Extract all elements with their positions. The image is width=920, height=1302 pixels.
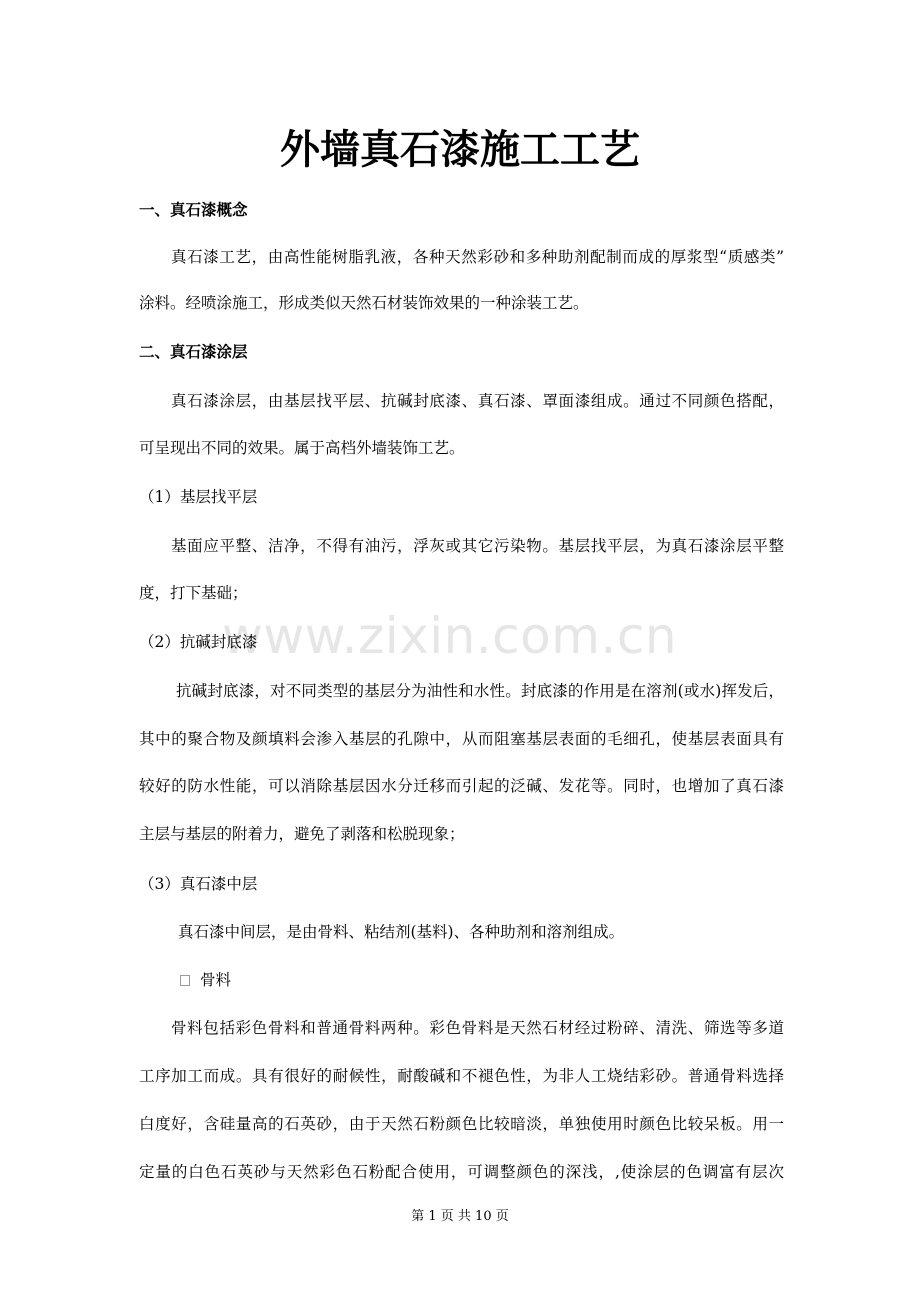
- paragraph-line: 基面应平整、洁净，不得有油污，浮灰或其它污染物。基层找平层，为真石漆涂层平整: [171, 537, 784, 555]
- page-title: 外墙真石漆施工工艺: [280, 126, 640, 173]
- paragraph-line: 骨料包括彩色骨料和普通骨料两种。彩色骨料是天然石材经过粉碎、清洗、筛选等多道: [171, 1019, 784, 1037]
- subsection-heading-2: （2）抗碱封底漆: [139, 633, 258, 651]
- section-heading-2: 二、真石漆涂层: [139, 342, 248, 361]
- paragraph-line: 主层与基层的附着力，避免了剥落和松脱现象；: [139, 825, 465, 843]
- paragraph-line: 真石漆中间层，是由骨料、粘结剂(基料)、各种助剂和溶剂组成。: [178, 923, 625, 941]
- paragraph-line: 其中的聚合物及颜填料会渗入基层的孔隙中，从而阻塞基层表面的毛细孔，使基层表面具有: [139, 730, 784, 748]
- paragraph-line: 白度好，含硅量高的石英砂，由于天然石粉颜色比较暗淡，单独使用时颜色比较呆板。用一: [139, 1115, 784, 1133]
- subsection-heading-3: （3）真石漆中层: [139, 875, 258, 893]
- paragraph-line: 涂料。经喷涂施工，形成类似天然石材装饰效果的一种涂装工艺。: [139, 294, 589, 312]
- paragraph-line: 抗碱封底漆，对不同类型的基层分为油性和水性。封底漆的作用是在溶剂(或水)挥发后，: [176, 682, 784, 700]
- section-heading-1: 一、真石漆概念: [139, 200, 248, 219]
- subsection-heading-1: （1）基层找平层: [139, 488, 258, 506]
- bullet-item: [180, 969, 784, 991]
- paragraph-line: 定量的白色石英砂与天然彩色石粉配合使用，可调整颜色的深浅，,使涂层的色调富有层次: [139, 1163, 784, 1181]
- checkbox-bullet-icon: [180, 975, 190, 986]
- paragraph-line: 真石漆工艺，由高性能树脂乳液，各种天然彩砂和多种助剂配制而成的厚浆型“质感类”: [171, 248, 784, 266]
- paragraph-line: 较好的防水性能，可以消除基层因水分迁移而引起的泛碱、发花等。同时，也增加了真石漆: [139, 777, 784, 795]
- paragraph-line: 真石漆涂层，由基层找平层、抗碱封底漆、真石漆、罩面漆组成。通过不同颜色搭配，: [171, 392, 784, 410]
- paragraph-line: 工序加工而成。具有很好的耐候性，耐酸碱和不褪色性，为非人工烧结彩砂。普通骨料选择: [139, 1067, 784, 1085]
- paragraph-line: 度，打下基础；: [139, 584, 248, 602]
- paragraph-line: 可呈现出不同的效果。属于高档外墙装饰工艺。: [139, 439, 465, 457]
- page-footer: 第 1 页 共 10 页: [411, 1209, 509, 1224]
- bullet-label: 骨料: [200, 971, 232, 989]
- watermark: www.zixin.com.cn: [222, 607, 678, 665]
